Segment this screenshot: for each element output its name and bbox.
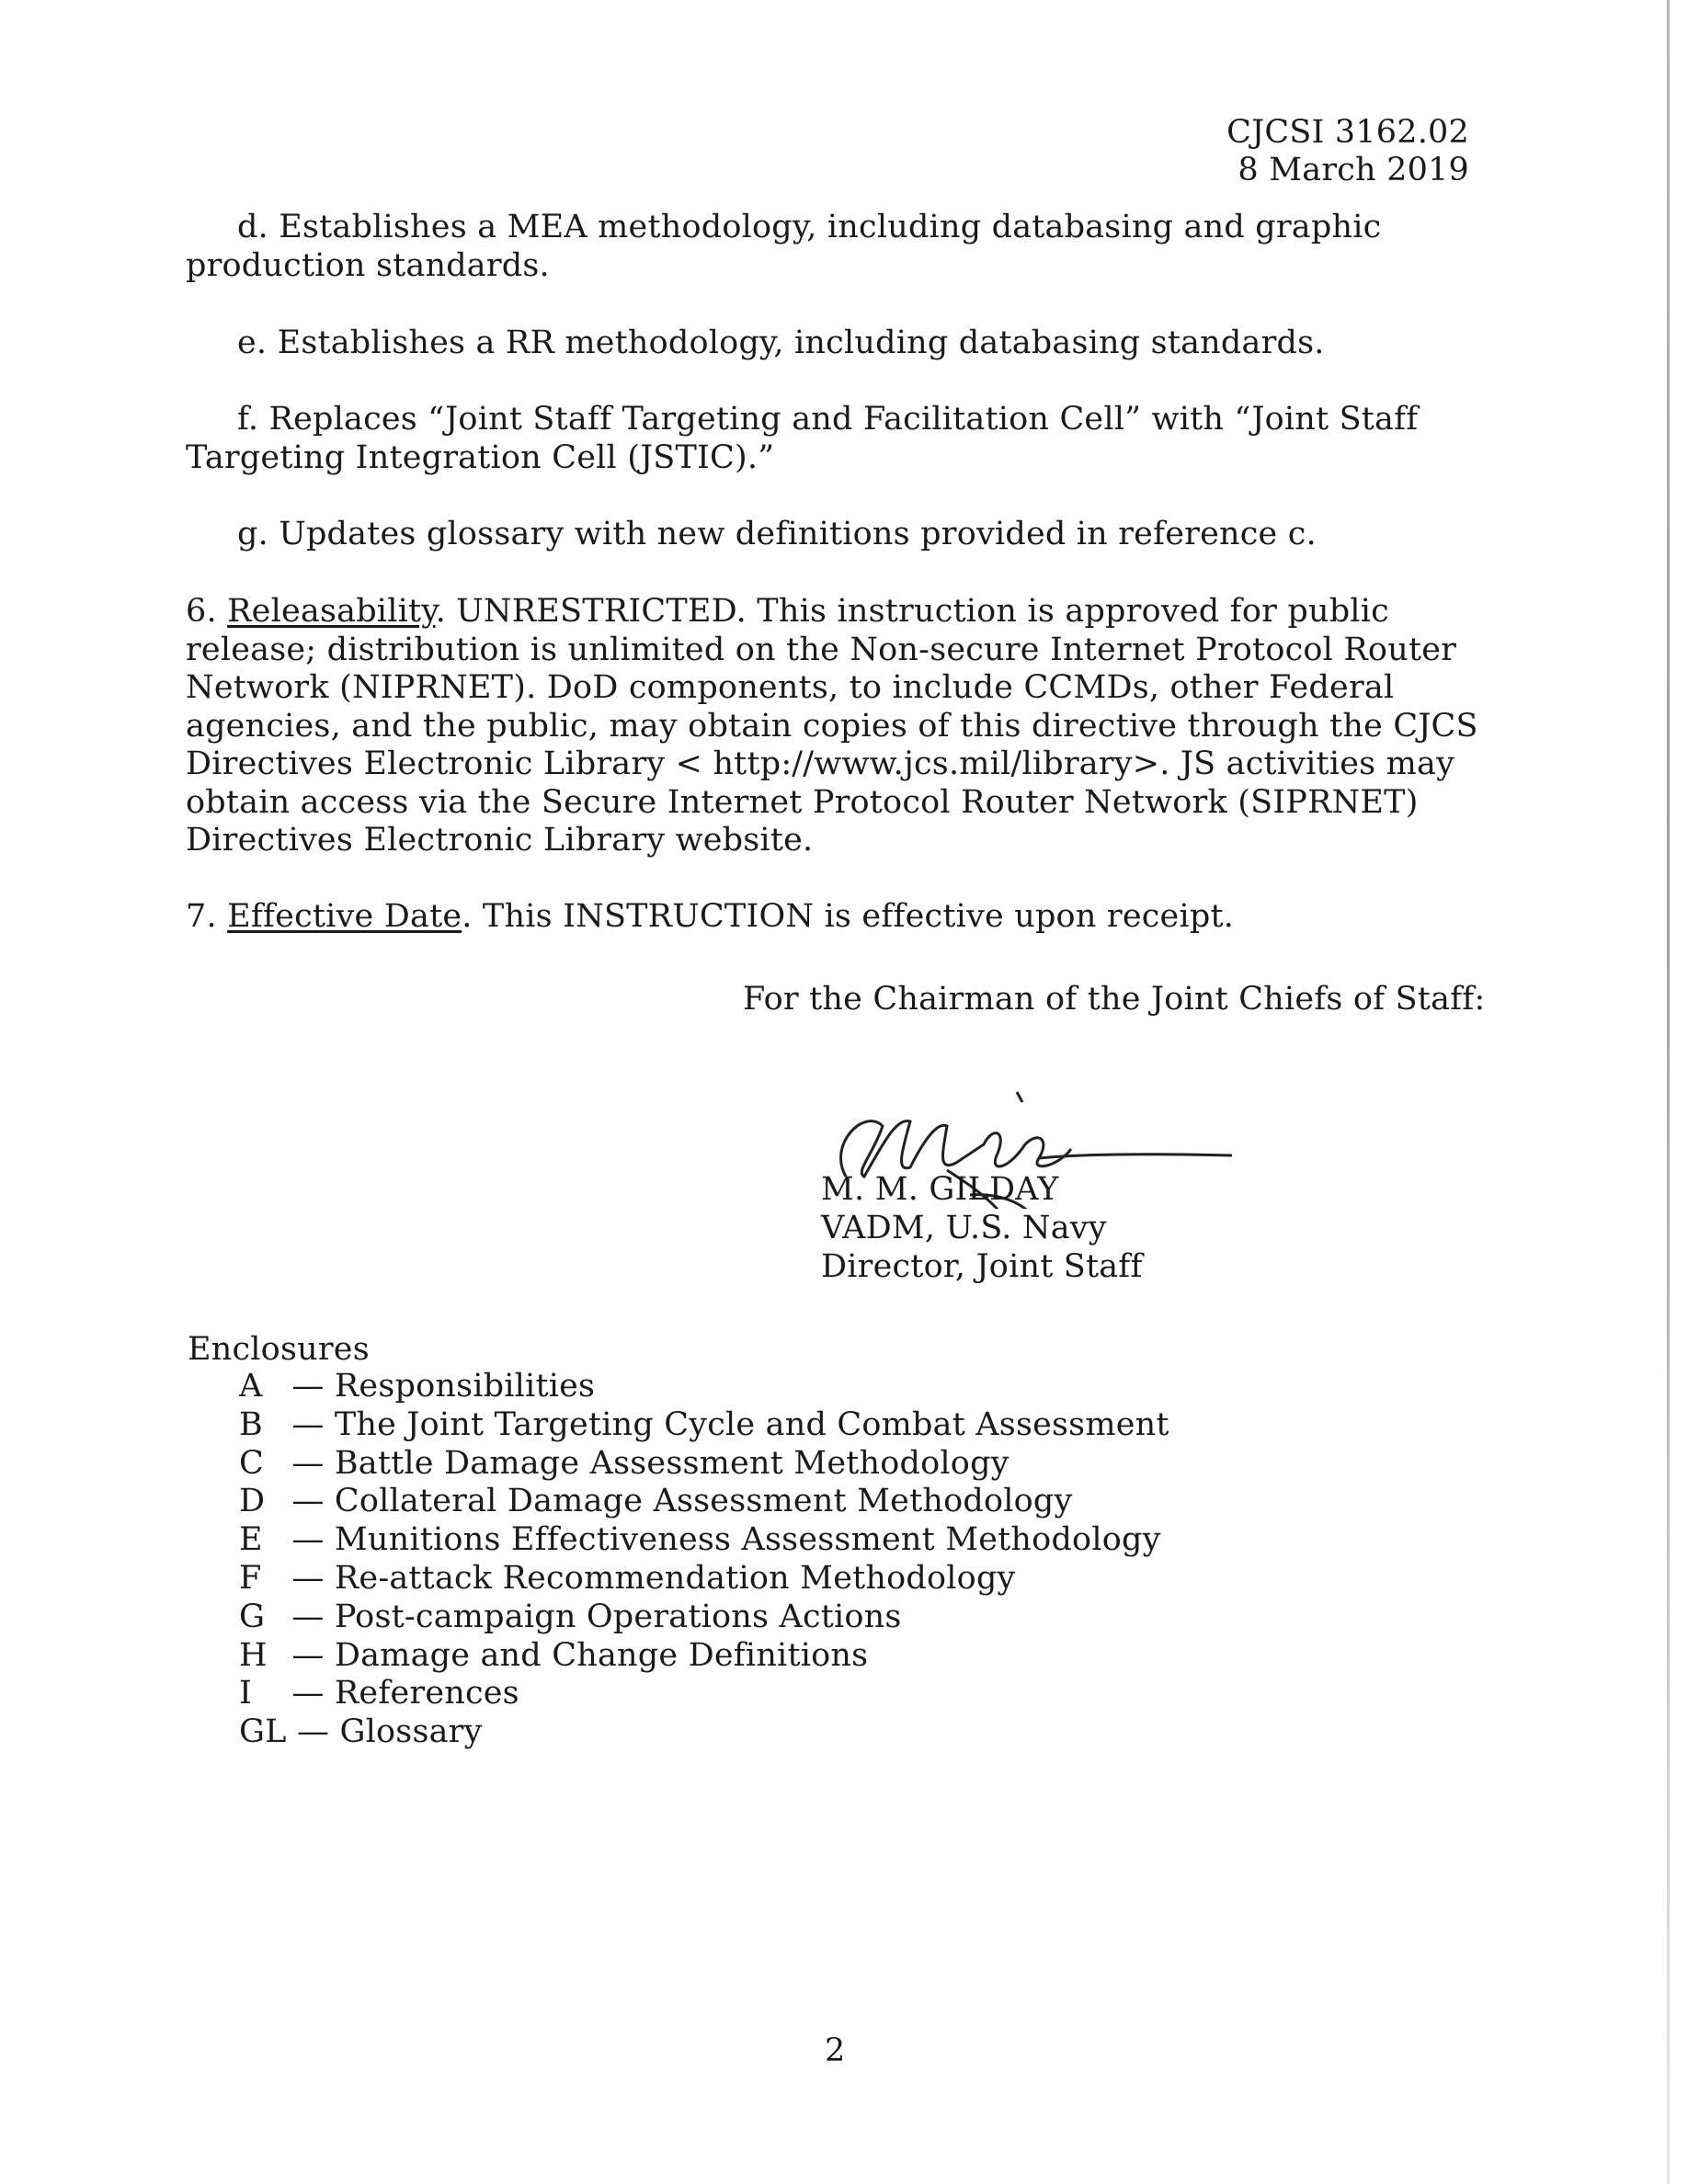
enclosure-letter: B xyxy=(239,1405,263,1443)
releasability-heading: Releasability xyxy=(227,593,436,630)
enclosure-item xyxy=(239,1560,1169,1598)
releasability-text: . UNRESTRICTED. This instruction is approved for public release; distribution is unlimited on the Non-secure Internet Protocol Router Network (NIPRNET). DoD components, to include CCMDs, other Federal agencies, and the public, may obtain copies of this directive through the CJCS Directives Electronic Library < http://www.jcs.mil/library>. JS activities may obtain access via the Secure Internet Protocol Router Network (SIPRNET) Directives Electronic Library website. xyxy=(186,593,1478,859)
document-number: CJCSI 3162.02 xyxy=(1226,114,1469,151)
paragraph-f: f. Replaces “Joint Staff Targeting and Facilitation Cell” with “Joint Staff Targeting Integration Cell (JSTIC).” xyxy=(186,401,1419,476)
closing-line: For the Chairman of the Joint Chiefs of Staff: xyxy=(743,981,1486,1018)
enclosure-letter: G xyxy=(239,1598,266,1635)
enclosure-letter: H xyxy=(239,1636,268,1674)
signer-name: M. M. GILDAY xyxy=(821,1171,1059,1208)
enclosure-letter: I xyxy=(239,1675,253,1712)
scan-edge-line xyxy=(1667,0,1670,2184)
page-number: 2 xyxy=(825,2032,846,2069)
paragraph-d: d. Establishes a MEA methodology, including databasing and graphic production standards. xyxy=(186,209,1382,284)
enclosure-label: — Damage and Change Definitions xyxy=(291,1636,869,1674)
enclosure-label: — The Joint Targeting Cycle and Combat Assessment xyxy=(291,1405,1169,1443)
paragraph-g: g. Updates glossary with new definitions provided in reference c. xyxy=(237,516,1317,552)
signer-title: Director, Joint Staff xyxy=(821,1248,1143,1285)
enclosure-label: — Munitions Effectiveness Assessment Methodology xyxy=(291,1521,1161,1559)
enclosures-heading: Enclosures xyxy=(188,1331,370,1368)
enclosures-list xyxy=(239,1368,1169,1752)
effective-date-text: . This INSTRUCTION is effective upon receipt. xyxy=(462,898,1235,935)
enclosure-label: — References xyxy=(291,1675,519,1712)
paragraph-7-number: 7. xyxy=(186,898,217,935)
enclosure-label: — Re-attack Recommendation Methodology xyxy=(291,1559,1016,1597)
enclosure-letter: C xyxy=(239,1444,264,1482)
enclosure-item xyxy=(239,1598,1169,1637)
enclosure-item xyxy=(239,1521,1169,1560)
enclosure-label: — Glossary xyxy=(296,1713,483,1751)
enclosure-item xyxy=(239,1483,1169,1521)
paragraph-releasability xyxy=(186,593,1500,860)
enclosure-letter: D xyxy=(239,1483,266,1520)
signer-rank: VADM, U.S. Navy xyxy=(821,1210,1107,1246)
effective-date-heading: Effective Date xyxy=(227,898,462,935)
enclosure-label: — Battle Damage Assessment Methodology xyxy=(291,1444,1009,1482)
enclosure-item xyxy=(239,1675,1169,1713)
enclosure-letter: GL xyxy=(239,1713,287,1751)
enclosure-item xyxy=(239,1406,1169,1445)
enclosure-letter: A xyxy=(239,1368,263,1405)
enclosure-item xyxy=(239,1637,1169,1676)
enclosure-item xyxy=(239,1445,1169,1484)
enclosure-label: — Post-campaign Operations Actions xyxy=(291,1598,902,1635)
document-header xyxy=(1226,114,1469,189)
paragraph-effective-date xyxy=(186,898,1500,937)
enclosure-label: — Responsibilities xyxy=(291,1368,596,1405)
document-date: 8 March 2019 xyxy=(1237,152,1469,188)
enclosure-item xyxy=(239,1368,1169,1406)
paragraph-6-number: 6. xyxy=(186,593,217,630)
enclosure-letter: E xyxy=(239,1521,263,1559)
enclosure-label: — Collateral Damage Assessment Methodology xyxy=(291,1483,1073,1520)
paragraph-e: e. Establishes a RR methodology, including databasing standards. xyxy=(237,324,1325,361)
enclosure-item xyxy=(239,1713,1169,1752)
signature-block xyxy=(821,1170,1143,1286)
enclosure-letter: F xyxy=(239,1559,262,1597)
